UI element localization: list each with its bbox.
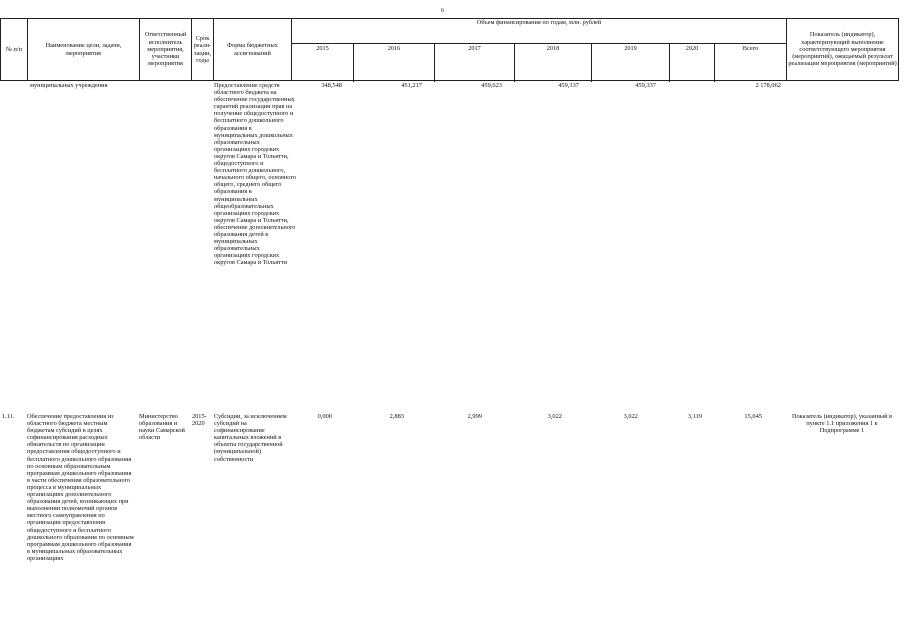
header-total: Всего bbox=[742, 45, 759, 53]
row2-number: 1.11. bbox=[2, 413, 15, 420]
header-year-2015: 2015 bbox=[316, 45, 329, 53]
row2-goal: Обеспечение предоставления из областного бюджета местным бюджетам субсидий в целях софинансирования расходных обязательств по организации предоставления общедоступного и бесплатного дошкольного образования по основным образовательным программам дошкольного образования в части обеспечения образовательного процесса в муниципальных организациях дополнительного образования детей, возникающих при выполнении полномочий органов местного самоуправления по организации предоставления общедоступного и бесплатного дошкольного образования по основным программам дошкольного образования в муниципальных образовательных организациях bbox=[27, 413, 134, 562]
row2-indicator: Показатель (индикатор), указанный в пункте 1.1 приложения 1 к Подпрограмме 1 bbox=[791, 413, 892, 435]
header-year-2018: 2018 bbox=[546, 45, 560, 53]
row1-value-total: 2 178,062 bbox=[755, 82, 781, 89]
header-volume: Объем финансирования по годам, млн. рублей bbox=[476, 19, 602, 26]
row2-value-2020: 3,119 bbox=[687, 413, 702, 420]
row1-value-2017: 459,623 bbox=[481, 82, 502, 89]
row1-value-2016: 451,217 bbox=[401, 82, 422, 89]
row2-value-2019: 3,022 bbox=[623, 413, 638, 420]
row2-term: 2015-2020 bbox=[192, 413, 207, 428]
page-number: 6 bbox=[441, 8, 444, 14]
header-executor: Ответственный исполнитель мероприятия, участники мероприятия bbox=[144, 31, 187, 68]
row2-form: Субсидии, за исключением субсидий на софинансирование капитальных вложений в объекты государственной (муниципальной) собственности bbox=[214, 413, 287, 463]
row1-form: Предоставление средств областного бюджета на обеспечение государственных гарантий реализации прав на получение общедоступного и бесплатного дошкольного образования в муниципальных дошкольных образовательных организациях городских округов Самара и Тольятти, общедоступного и бесплатного дошкольного, начального общего, основного общего, среднего общего образования в муниципальных общеобразовательных организациях городских округов Самара и Тольятти, обеспечение дополнительного образования детей в муниципальных образовательных организациях городских округов Самара и Тольятти bbox=[214, 82, 297, 267]
header-term: Срок реали-зации, годы bbox=[193, 35, 212, 64]
row2-value-2016: 2,883 bbox=[389, 413, 404, 420]
row1-value-2018: 459,337 bbox=[558, 82, 579, 89]
header-year-2019: 2019 bbox=[624, 45, 637, 53]
header-goal: Наименование цели, задачи, мероприятия bbox=[45, 42, 122, 57]
row1-value-2019: 459,337 bbox=[635, 82, 656, 89]
header-num: № п/п bbox=[5, 45, 23, 53]
row2-value-2017: 2,999 bbox=[467, 413, 482, 420]
row2-value-2015: 0,000 bbox=[317, 413, 332, 420]
row2-value-2018: 3,022 bbox=[547, 413, 562, 420]
table-header bbox=[0, 18, 899, 81]
header-year-2017: 2017 bbox=[468, 45, 481, 53]
header-year-2016: 2016 bbox=[387, 45, 401, 53]
row2-executor: Министерство образования и науки Самарской области bbox=[139, 413, 185, 442]
header-indicator: Показатель (индикатор), характеризующий выполнение соответствующего мероприятия (мероприятий), ожидаемый результат реализации мероприятия (мероприятий) bbox=[788, 31, 897, 68]
row1-value-2015: 348,548 bbox=[321, 82, 342, 89]
header-year-2020: 2020 bbox=[685, 45, 699, 53]
row2-value-total: 15,045 bbox=[744, 413, 762, 420]
header-form: Форма бюджетных ассигнований bbox=[227, 42, 278, 57]
row1-goal: муниципальных учреждения bbox=[30, 82, 108, 89]
